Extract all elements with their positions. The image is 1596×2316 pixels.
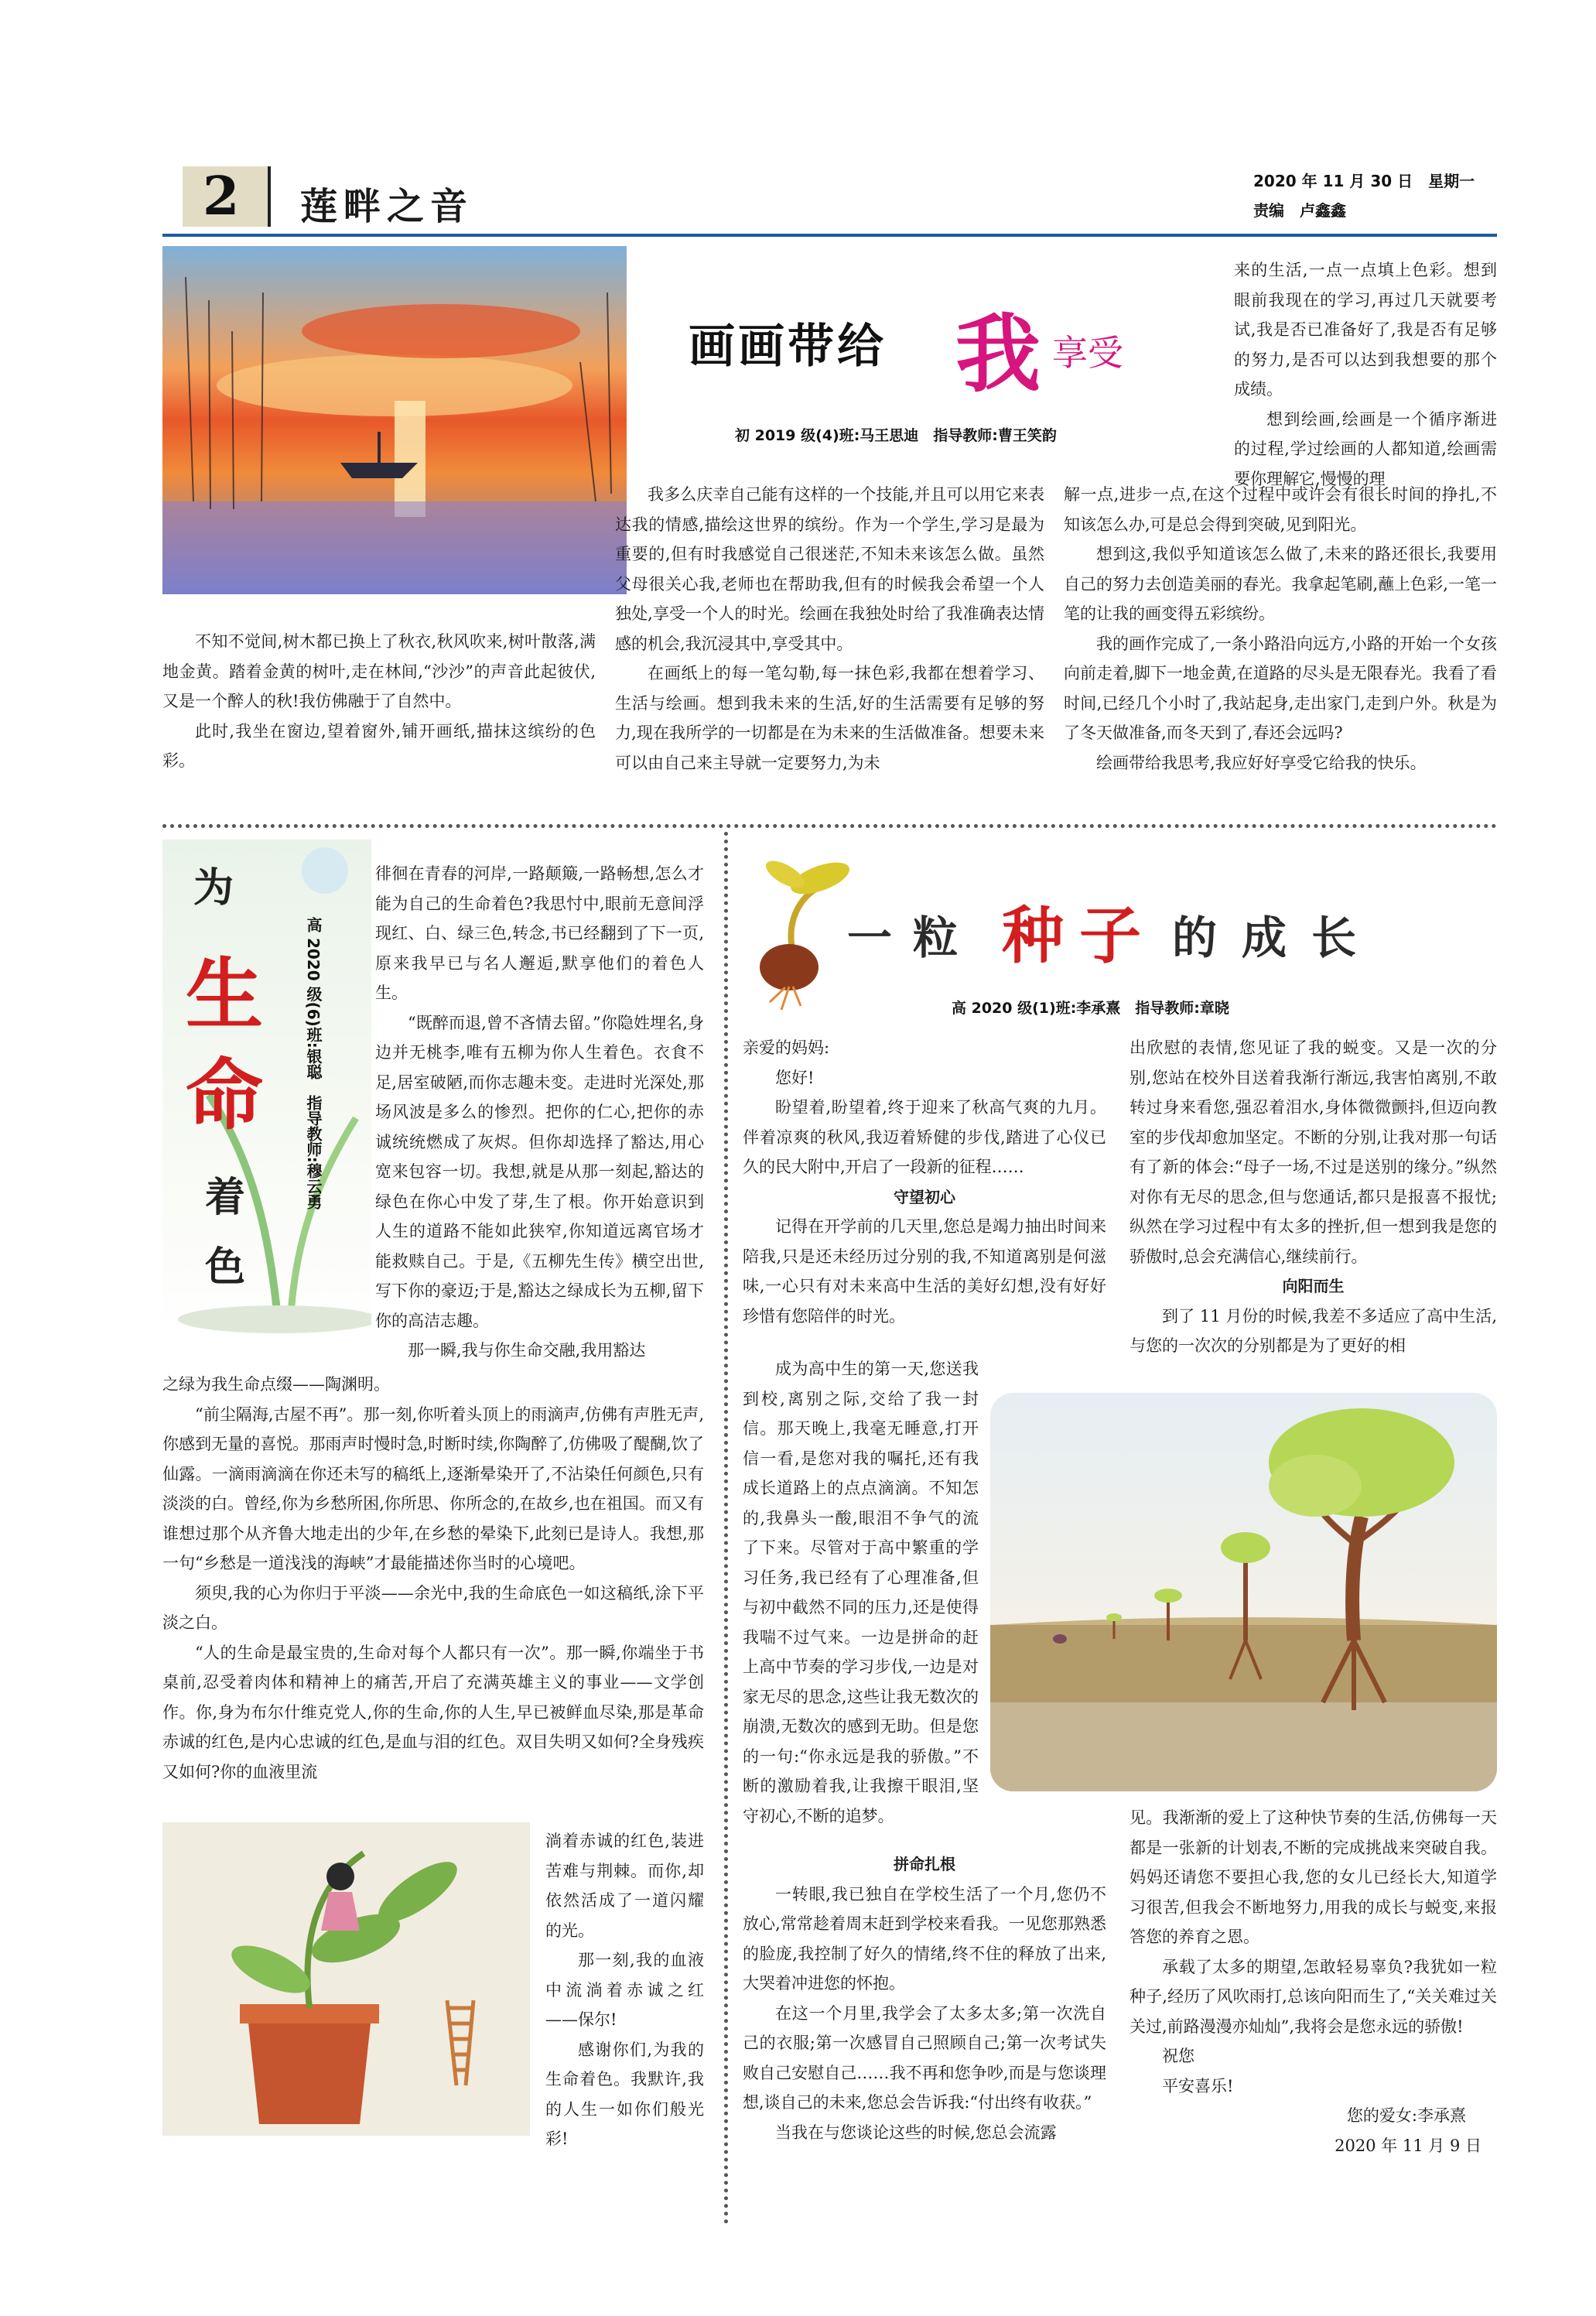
paragraph: 在画纸上的每一笔勾勒,每一抹色彩,我都在想着学习、生活与绘画。想到我未来的生活,好的生活需要有足够的努力,现在我所学的一切都是在为未来的生活做准备。想要未来可以由自己来主导就一定要努力,为未 bbox=[615, 664, 1044, 772]
article3-title-char: 种 bbox=[1002, 899, 1064, 972]
article1-title-big: 我 bbox=[955, 304, 1041, 404]
paragraph: 淌着赤诚的红色,装进苦难与荆棘。而你,却依然活成了一道闪耀的光。 bbox=[545, 1832, 704, 1940]
article2-tail-col bbox=[545, 1826, 704, 2154]
paragraph: 盼望着,盼望着,终于迎来了秋高气爽的九月。伴着凉爽的秋风,我迈着矫健的步伐,踏进了心仪已久的民大附中,开启了一段新的征程…… bbox=[743, 1098, 1106, 1176]
paragraph: 到了 11 月份的时候,我差不多适应了高中生活,与您的一次次的分别都是为了更好的相 bbox=[1130, 1306, 1497, 1355]
article1-byline: 初 2019 级(4)班:马王思迪 指导教师:曹王笑韵 bbox=[735, 427, 1057, 444]
paragraph: “人的生命是最宝贵的,生命对每个人都只有一次”。那一瞬,你端坐于书桌前,忍受着肉体和精神上的痛苦,开启了充满英雄主义的事业——文学创作。你,身为布尔什维克党人,你的生命,你的人生,早已被鲜血尽染,那是革命赤诚的红色,是内心忠诚的红色,是血与泪的红色。双目失明又如何?全身残疾又如何?你的血液里流 bbox=[162, 1643, 704, 1781]
article3-title-char: 长 bbox=[1311, 912, 1357, 964]
article3-colA-bottom bbox=[743, 1849, 1106, 2147]
signature-name: 您的爱女:李承熹 bbox=[1346, 2106, 1466, 2125]
article2-banner bbox=[162, 840, 371, 1335]
paragraph: 当我在与您谈论这些的时候,您总会流露 bbox=[775, 2123, 1057, 2142]
paragraph: 出欣慰的表情,您见证了我的蜕变。又是一次的分别,您站在校外目送着我渐行渐远,我害怕离别,不敢转过身来看您,强忍着泪水,身体微微颤抖,但迈向教室的步伐却愈加坚定。不断的分别,让我对那一句话有了新的体会:“母子一场,不过是送别的缘分。”纵然对你有无尽的思念,但与您通话,都只是报喜不报忧;纵然在学习过程中有太多的挫折,但一想到我是您的骄傲时,总会充满信心,继续前行。 bbox=[1130, 1038, 1497, 1266]
paragraph: 徘徊在青春的河岸,一路颠簸,一路畅想,怎么才能为自己的生命着色?我思忖中,眼前无意间浮现红、白、绿三色,转念,书已经翻到了下一页,原来我早已与名人邂逅,默享他们的着色人生。 bbox=[375, 864, 704, 1002]
article1-col1 bbox=[162, 627, 596, 776]
paragraph: 此时,我坐在窗边,望着窗外,铺开画纸,描抹这缤纷的色彩。 bbox=[162, 721, 596, 770]
sunset-painting bbox=[162, 246, 627, 594]
article1-title-main: 画画带给 bbox=[689, 320, 887, 374]
paragraph: “前尘隔海,古屋不再”。那一刻,你听着头顶上的雨滴声,仿佛有声胜无声,你感到无量的喜悦。那雨声时慢时急,时断时续,你陶醉了,仿佛吸了醍醐,饮了仙露。一滴雨滴滴在你还未写的稿纸上,逐渐晕染开了,不沾染任何颜色,只有淡淡的白。曾经,你为乡愁所困,你所思、你所念的,在故乡,也在祖国。而又有谁想过那个从齐鲁大地走出的少年,在乡愁的晕染下,此刻已是诗人。我想,那一句“乡愁是一道浅浅的海峡”才最能描述你当时的心境吧。 bbox=[162, 1404, 704, 1572]
article3-colA-mid bbox=[743, 1354, 979, 1831]
paragraph: 一转眼,我已独自在学校生活了一个月,您仍不放心,常常趁着周末赶到学校来看我。一见您那熟悉的脸庞,我控制了好久的情绪,终不住的释放了出来,大哭着冲进您的怀抱。 bbox=[743, 1884, 1106, 1993]
article2-title-char: 为 bbox=[193, 864, 234, 912]
paragraph: 那一刻,我的血液中流淌着赤诚之红——保尔! bbox=[545, 1951, 704, 2029]
article2-title-char: 生 bbox=[186, 949, 263, 1040]
article1-title-small: 享受 bbox=[1052, 332, 1123, 374]
page-number: 2 bbox=[203, 166, 240, 227]
issue-date: 2020 年 11 月 30 日 星期一 bbox=[1253, 172, 1475, 190]
subheading-zhagen: 拼命扎根 bbox=[894, 1855, 955, 1873]
paragraph: 在这一个月里,我学会了太多太多;第一次洗自己的衣服;第一次感冒自己照顾自己;第一次考试失败自己安慰自己……我不再和您争吵,而是与您谈理想,谈自己的未来,您总会告诉我:“付出终有收获。” bbox=[743, 2003, 1106, 2112]
paper-name: 莲畔之音 bbox=[300, 185, 474, 228]
signature-date: 2020 年 11 月 9 日 bbox=[1335, 2136, 1482, 2155]
article1-title bbox=[681, 286, 1176, 410]
paragraph: 想到绘画,绘画是一个循序渐进的过程,学过绘画的人都知道,绘画需要你理解它,慢慢的理 bbox=[1234, 409, 1497, 488]
paragraph: 见。我渐渐的爱上了这种快节奏的生活,仿佛每一天都是一张新的计划表,不断的完成挑战来突破自我。妈妈还请您不要担心我,您的女儿已经长大,知道学习很苦,但我会不断地努力,用我的成长与蜕变,来报答您的养育之恩。 bbox=[1130, 1808, 1497, 1946]
article3-title bbox=[847, 886, 1389, 979]
page-number-box bbox=[183, 166, 271, 227]
paragraph: 我的画作完成了,一条小路沿向远方,小路的开始一个女孩向前走着,脚下一地金黄,在道路的尽头是无限春光。我看了看时间,已经几个小时了,我站起身,走出家门,走到户外。秋是为了冬天做准备,而冬天到了,春还会远吗? bbox=[1064, 634, 1497, 742]
article2-title-char: 着 bbox=[205, 1174, 246, 1221]
paragraph: 解一点,进步一点,在这个过程中或许会有很长时间的挣扎,不知该怎么办,可是总会得到突破,见到阳光。 bbox=[1064, 485, 1497, 534]
article1-col3-top bbox=[1234, 255, 1497, 494]
article3-colB-top bbox=[1130, 1033, 1497, 1361]
paragraph: 想到这,我似乎知道该怎么做了,未来的路还很长,我要用自己的努力去创造美丽的春光。我拿起笔刷,蘸上色彩,一笔一笔的让我的画变得五彩缤纷。 bbox=[1064, 545, 1497, 623]
paragraph: 感谢你们,为我的生命着色。我默许,我的人生一如你们般光彩! bbox=[545, 2040, 704, 2148]
article1-col2 bbox=[615, 480, 1044, 778]
article2-byline: 高 2020 级(6)班:银聪 指导教师:穆云勇 bbox=[304, 917, 323, 1209]
section-divider bbox=[162, 824, 1497, 828]
seed-sprout-icon bbox=[747, 843, 863, 1014]
paragraph: “既醉而退,曾不吝情去留。”你隐姓埋名,身边并无桃李,唯有五柳为你人生着色。衣食不足,居室破陋,而你志趣未变。走进时光深处,那场风波是多么的惨烈。把你的仁心,把你的赤诚统统燃成了灰烬。但你却选择了豁达,用心宽来包容一切。我想,就是从那一刻起,豁达的绿色在你心中发了芽,生了根。你开始意识到人生的道路不能如此狭窄,你知道远离官场才能救赎自己。于是,《五柳先生传》横空出世,写下你的豪迈;于是,豁达之绿成长为五柳,留下你的高洁志趣。 bbox=[375, 1013, 704, 1330]
article3-colB-bottom bbox=[1130, 1803, 1497, 2160]
paragraph: 您好! bbox=[775, 1068, 815, 1087]
article3-title-char: 的 bbox=[1172, 912, 1218, 964]
column-divider bbox=[724, 832, 728, 2225]
article3-byline: 高 2020 级(1)班:李承熹 指导教师:章晓 bbox=[952, 1000, 1229, 1017]
paragraph: 祝您 bbox=[1162, 2047, 1194, 2065]
article2-right-col bbox=[375, 859, 704, 1366]
paragraph: 不知不觉间,树木都已换上了秋衣,秋风吹来,树叶散落,满地金黄。踏着金黄的树叶,走在林间,“沙沙”的声音此起彼伏,又是一个醉人的秋!我仿佛融于了自然中。 bbox=[162, 632, 596, 710]
article3-title-char: 粒 bbox=[913, 912, 959, 964]
article2-title-char: 命 bbox=[186, 1049, 263, 1141]
paragraph: 绘画带给我思考,我应好好享受它给我的快乐。 bbox=[1096, 753, 1427, 772]
article2-full-col bbox=[162, 1370, 704, 1787]
paragraph: 须臾,我的心为你归于平淡——余光中,我的生命底色一如这稿纸,涂下平淡之白。 bbox=[162, 1583, 704, 1632]
editor: 责编 卢鑫鑫 bbox=[1253, 201, 1346, 220]
paragraph: 亲爱的妈妈: bbox=[743, 1038, 830, 1057]
subheading-xiangyang: 向阳而生 bbox=[1282, 1277, 1345, 1295]
paragraph: 那一瞬,我与你生命交融,我用豁达 bbox=[408, 1341, 646, 1360]
paragraph: 平安喜乐! bbox=[1162, 2076, 1234, 2095]
subheading-shouwang: 守望初心 bbox=[894, 1187, 955, 1206]
paragraph: 记得在开学前的几天里,您总是竭力抽出时间来陪我,只是还未经历过分别的我,不知道离别是何滋味,一心只有对未来高中生活的美好幻想,没有好好珍惜有您陪伴的时光。 bbox=[743, 1217, 1106, 1326]
paragraph: 我多么庆幸自己能有这样的一个技能,并且可以用它来表达我的情感,描绘这世界的缤纷。作为一个学生,学习是最为重要的,但有时我感觉自己很迷茫,不知未来该怎么做。虽然父母很关心我,老师也在帮助我,但有的时候我会希望一个人独处,享受一个人的时光。绘画在我独处时给了我准确表达情感的机会,我沉浸其中,享受其中。 bbox=[615, 485, 1044, 653]
header-rule bbox=[162, 234, 1497, 237]
paragraph: 承载了太多的期望,怎敢轻易辜负?我犹如一粒种子,经历了风吹雨打,总该向阳而生了,“关关难过关关过,前路漫漫亦灿灿”,我将会是您永远的骄傲! bbox=[1130, 1957, 1497, 2036]
article3-colA-top bbox=[743, 1033, 1106, 1331]
tree-growth-illustration bbox=[990, 1393, 1497, 1791]
article3-title-char: 成 bbox=[1242, 912, 1287, 964]
article2-title-char: 色 bbox=[205, 1244, 246, 1291]
article3-title-char: 一 bbox=[847, 912, 893, 964]
paragraph: 来的生活,一点一点填上色彩。想到眼前我现在的学习,再过几天就要考试,我是否已准备好了,我是否有足够的努力,是否可以达到我想要的那个成绩。 bbox=[1234, 261, 1497, 399]
plant-pot-illustration bbox=[162, 1822, 530, 2136]
article3-title-char: 子 bbox=[1079, 899, 1141, 972]
article1-col3 bbox=[1064, 480, 1497, 778]
paragraph: 之绿为我生命点缀——陶渊明。 bbox=[162, 1375, 390, 1394]
paragraph: 成为高中生的第一天,您送我到校,离别之际,交给了我一封信。那天晚上,我毫无睡意,打开信一看,是您对我的嘱托,还有我成长道路上的点点滴滴。不知怎的,我鼻头一酸,眼泪不争气的流了下来。尽管对于高中繁重的学习任务,我已经有了心理准备,但与初中截然不同的压力,还是使得我喘不过气来。一边是拼命的赶上高中节奏的学习步伐,一边是对家无尽的思念,这些让我无数次的崩溃,无数次的感到无助。但是您的一句:“你永远是我的骄傲。”不断的激励着我,让我擦干眼泪,坚守初心,不断的追梦。 bbox=[743, 1360, 979, 1825]
